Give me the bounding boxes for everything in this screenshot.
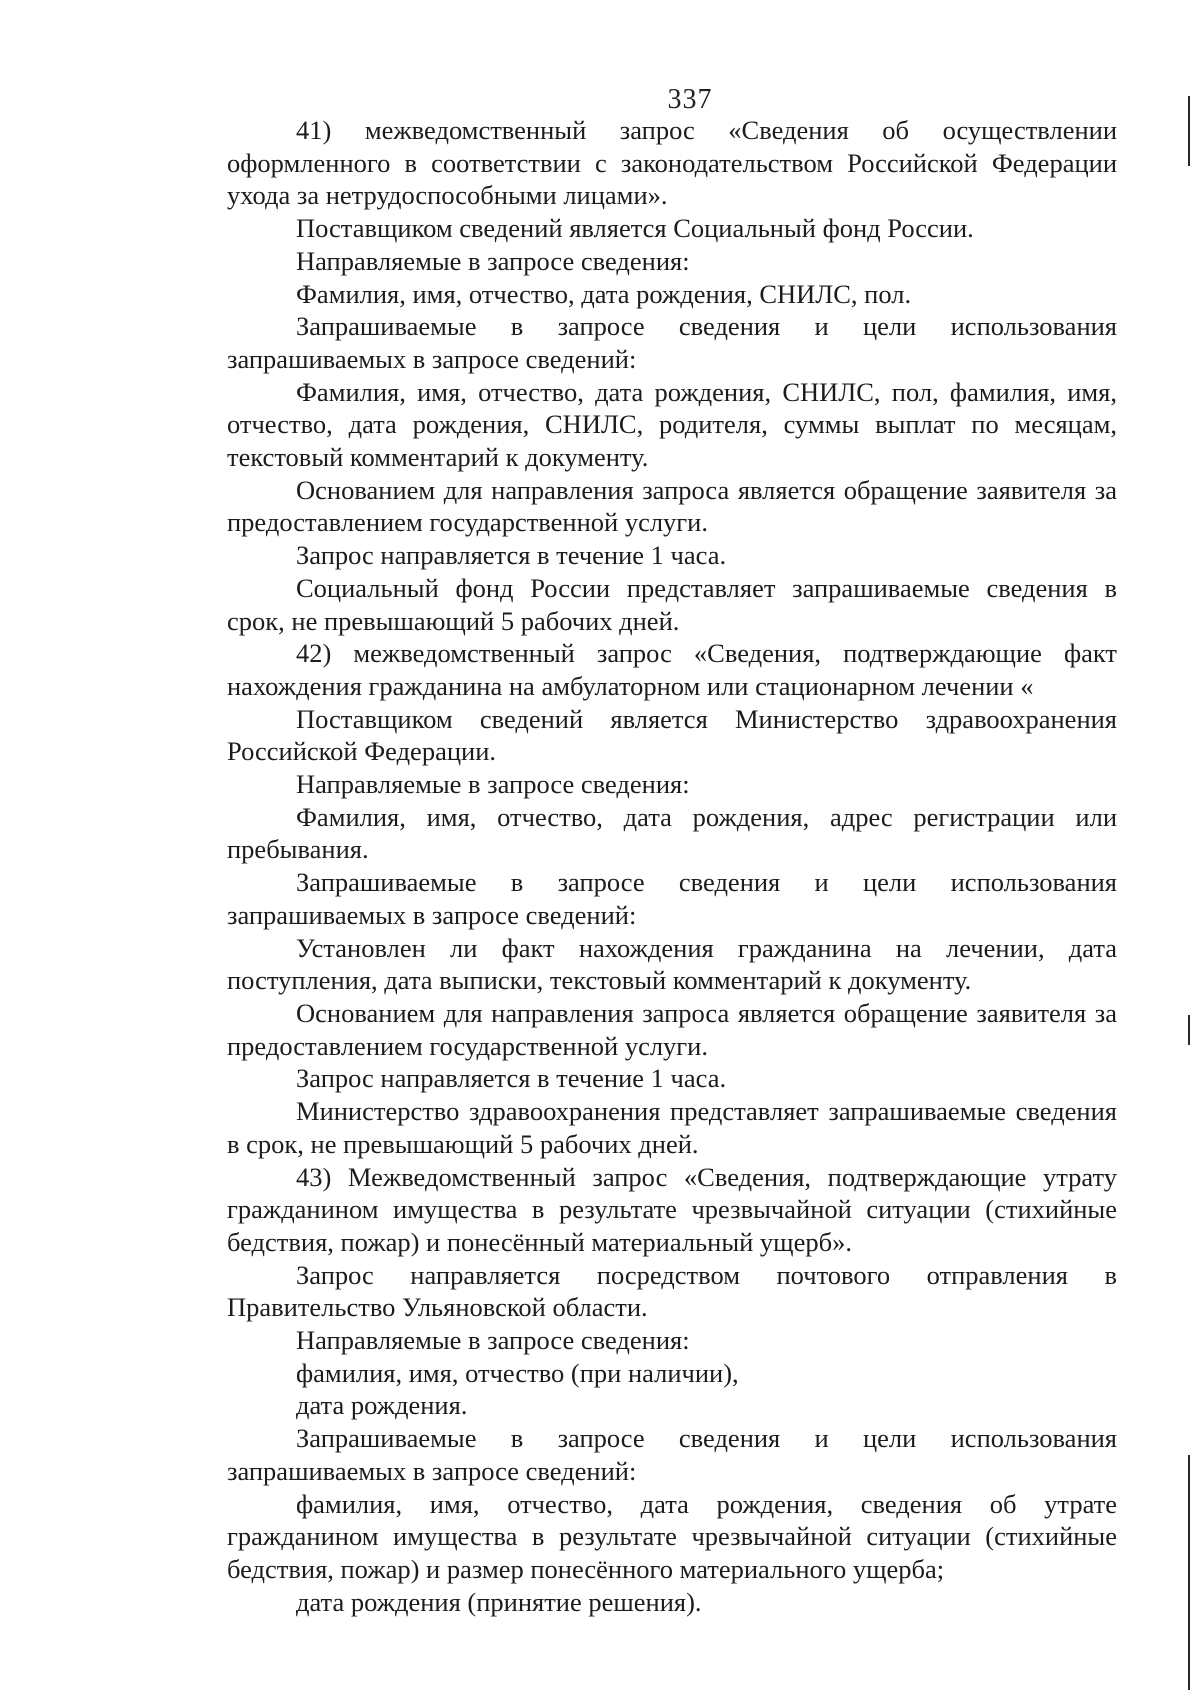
paragraph: Направляемые в запросе сведения: bbox=[296, 245, 690, 276]
paragraph: Запрос направляется в течение 1 часа. bbox=[296, 540, 727, 571]
paragraph: Фамилия, имя, отчество, дата рождения, адрес регистрации или пребывания. bbox=[227, 801, 1117, 865]
paragraph: Поставщиком сведений является Министерство здравоохранения Российской Федерации. bbox=[227, 703, 1117, 767]
paragraph: 43) Межведомственный запрос «Сведения, подтверждающие утрату гражданином имущества в результате чрезвычайной ситуации (стихийные бедствия, пожар) и понесённый материальный ущерб». bbox=[227, 1161, 1117, 1257]
paragraph: Установлен ли факт нахождения гражданина на лечении, дата поступления, дата выписки, текстовый комментарий к документу. bbox=[227, 932, 1117, 996]
paragraph: Основанием для направления запроса является обращение заявителя за предоставлением государственной услуги. bbox=[227, 997, 1117, 1061]
paragraph: дата рождения (принятие решения). bbox=[296, 1586, 702, 1617]
paragraph: Запрашиваемые в запросе сведения и цели использования запрашиваемых в запросе сведений: bbox=[227, 311, 1117, 374]
paragraph: 41) межведомственный запрос «Сведения об осуществлении оформленного в соответствии с законодательством Российской Федерации ухода за нетрудоспособными лицами». bbox=[227, 115, 1117, 211]
paragraph: фамилия, имя, отчество, дата рождения, сведения об утрате гражданином имущества в результате чрезвычайной ситуации (стихийные бедствия, пожар) и размер понесённого материального ущерба; bbox=[227, 1488, 1117, 1584]
scan-edge-line bbox=[1188, 96, 1190, 166]
document-body bbox=[227, 114, 1117, 1618]
paragraph: Запрос направляется в течение 1 часа. bbox=[296, 1063, 727, 1094]
paragraph: Направляемые в запросе сведения: bbox=[296, 769, 690, 800]
paragraph: фамилия, имя, отчество (при наличии), bbox=[296, 1357, 739, 1388]
paragraph: дата рождения. bbox=[296, 1390, 468, 1421]
paragraph: Социальный фонд России представляет запрашиваемые сведения в срок, не превышающий 5 рабочих дней. bbox=[227, 572, 1117, 636]
paragraph: Министерство здравоохранения представляет запрашиваемые сведения в срок, не превышающий 5 рабочих дней. bbox=[227, 1096, 1117, 1159]
scan-edge-line bbox=[1188, 1015, 1190, 1045]
paragraph: Запрашиваемые в запросе сведения и цели использования запрашиваемых в запросе сведений: bbox=[227, 867, 1117, 930]
paragraph: Запрашиваемые в запросе сведения и цели использования запрашиваемых в запросе сведений: bbox=[227, 1423, 1117, 1486]
paragraph: Запрос направляется посредством почтового отправления в Правительство Ульяновской области. bbox=[227, 1259, 1117, 1323]
page-number: 337 bbox=[667, 84, 713, 115]
paragraph: 42) межведомственный запрос «Сведения, подтверждающие факт нахождения гражданина на амбулаторном или стационарном лечении « bbox=[227, 638, 1117, 701]
paragraph: Основанием для направления запроса является обращение заявителя за предоставлением государственной услуги. bbox=[227, 474, 1117, 538]
paragraph: Фамилия, имя, отчество, дата рождения, СНИЛС, пол. bbox=[296, 278, 912, 309]
paragraph: Направляемые в запросе сведения: bbox=[296, 1325, 690, 1356]
paragraph: Фамилия, имя, отчество, дата рождения, СНИЛС, пол, фамилия, имя, отчество, дата рождения, СНИЛС, родителя, суммы выплат по месяцам, текстовый комментарий к документу. bbox=[227, 376, 1117, 473]
scan-edge-line bbox=[1188, 1455, 1190, 1690]
paragraph: Поставщиком сведений является Социальный фонд России. bbox=[296, 213, 974, 244]
